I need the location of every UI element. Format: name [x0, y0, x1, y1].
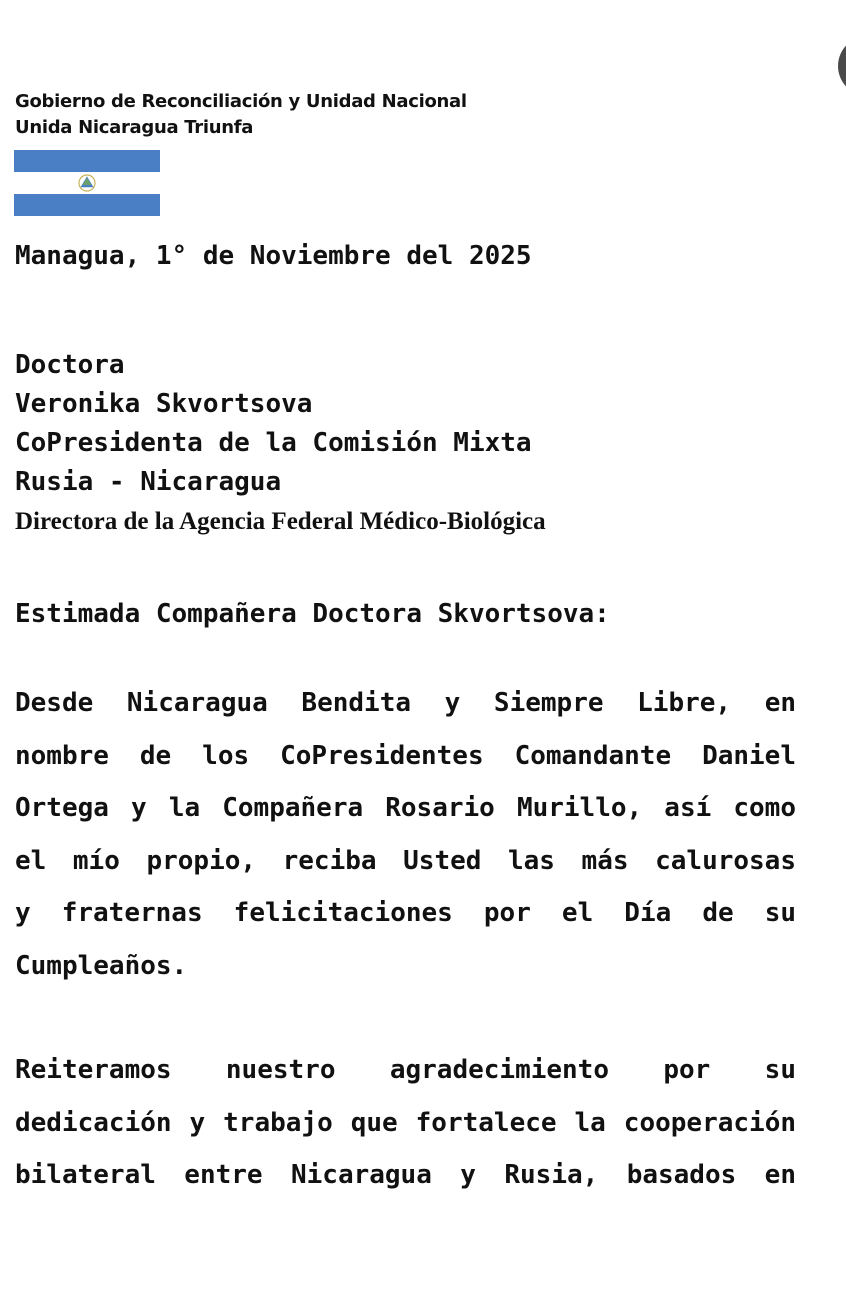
paragraph-line: dedicación y trabajo que fortalece la cooperación: [15, 1107, 796, 1138]
letterhead: [15, 89, 467, 141]
nicaragua-flag-icon: [14, 150, 160, 216]
paragraph-line: y fraternas felicitaciones por el Día de su: [15, 898, 796, 928]
paragraph-line: Reiteramos nuestro agradecimiento por su: [15, 1055, 796, 1085]
recipient-title: Doctora: [15, 350, 125, 380]
recipient-role-3: Directora de la Agencia Federal Médico-Biológica: [15, 508, 546, 535]
paragraph-1: [15, 677, 796, 992]
corner-shadow: [838, 36, 846, 96]
salutation: Estimada Compañera Doctora Skvortsova:: [15, 599, 610, 629]
paragraph-line: bilateral entre Nicaragua y Rusia, basados en: [15, 1160, 796, 1190]
recipient-block: [15, 346, 546, 541]
letterhead-line-2: Unida Nicaragua Triunfa: [15, 117, 254, 138]
recipient-name: Veronika Skvortsova: [15, 389, 313, 419]
recipient-role-1: CoPresidenta de la Comisión Mixta: [15, 428, 532, 458]
letterhead-line-1: Gobierno de Reconciliación y Unidad Nacional: [15, 91, 467, 112]
paragraph-line: Desde Nicaragua Bendita y Siempre Libre, en: [15, 688, 796, 718]
paragraph-2: [15, 1044, 796, 1202]
recipient-role-2: Rusia - Nicaragua: [15, 467, 282, 497]
paragraph-line: Cumpleaños.: [15, 950, 188, 981]
paragraph-line: nombre de los CoPresidentes Comandante Daniel: [15, 740, 796, 771]
paragraph-line: Ortega y la Compañera Rosario Murillo, así como: [15, 793, 796, 823]
letter-date: Managua, 1° de Noviembre del 2025: [15, 241, 532, 271]
paragraph-line: el mío propio, reciba Usted las más calurosas: [15, 845, 796, 876]
